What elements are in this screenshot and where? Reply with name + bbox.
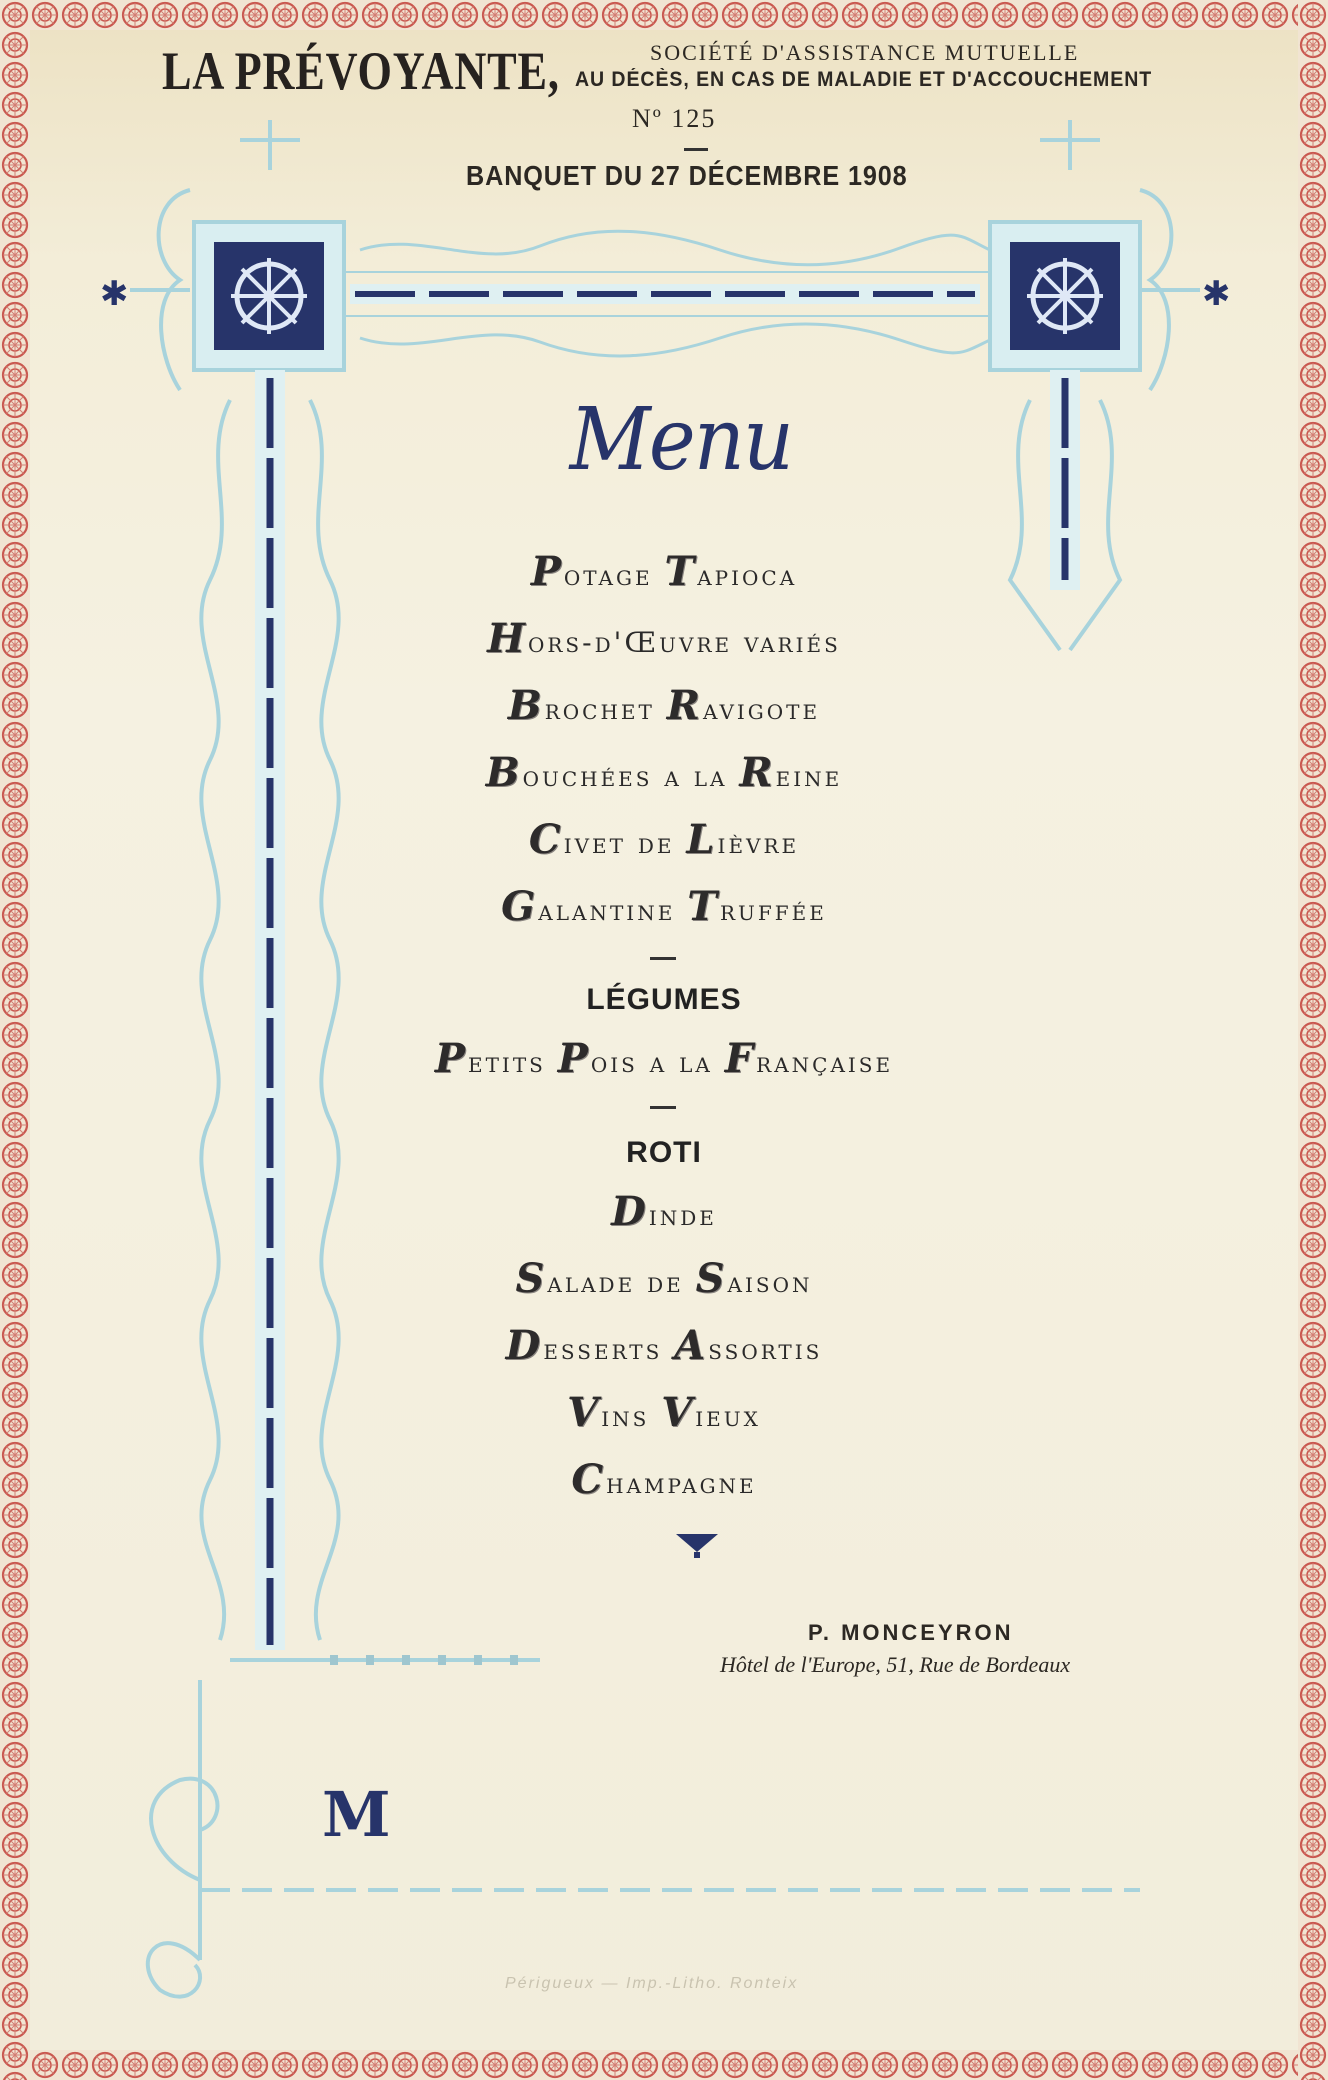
course-item: Galantine Truffée [501,883,827,930]
organization-description-line2: AU DÉCÈS, EN CAS DE MALADIE ET D'ACCOUCHEMENT [575,68,1153,91]
roti-heading: ROTI [626,1136,702,1169]
roti-item: Salade de Saison [515,1255,813,1302]
caterer-address: Hôtel de l'Europe, 51, Rue de Bordeaux [720,1652,1071,1677]
end-ornament [676,1534,718,1558]
roti-item: Desserts Assortis [505,1322,823,1369]
course-item: Brochet Ravigote [507,682,821,729]
organization-name: LA PRÉVOYANTE, [162,41,560,101]
course-item: Hors-d'Œuvre variés [487,615,841,662]
roti-item: Dinde [611,1188,717,1235]
left-square-ornament [194,222,344,370]
course-item: Civet de Lièvre [528,816,800,863]
caterer-name: P. MONCEYRON [808,1620,1014,1645]
course-item: Potage Tapioca [530,548,798,595]
right-square-ornament [990,222,1140,370]
bottom-corner-ornament [148,1660,1140,1997]
legumes-heading: LÉGUMES [586,983,742,1016]
monogram: M [322,1778,391,1851]
header-divider [684,148,708,151]
right-column-ornament [1010,370,1120,650]
legumes-item: Petits Pois a la Française [434,1035,894,1082]
society-number: Nº 125 [632,104,717,133]
section-divider [650,957,676,960]
roti-item: Vins Vieux [567,1389,761,1436]
svg-text:✱: ✱ [1202,274,1231,314]
menu-title: Menu [569,390,793,490]
banquet-date: BANQUET DU 27 DÉCEMBRE 1908 [466,160,908,191]
organization-description-line1: SOCIÉTÉ D'ASSISTANCE MUTUELLE [650,40,1080,65]
top-band-ornament [340,231,990,356]
roti-item: Champagne [571,1456,757,1503]
course-item: Bouchées a la Reine [485,749,843,796]
section-divider [650,1106,676,1109]
svg-text:✱: ✱ [100,274,129,314]
printer-credit: Périgueux — Imp.-Litho. Ronteix [505,1975,799,1992]
